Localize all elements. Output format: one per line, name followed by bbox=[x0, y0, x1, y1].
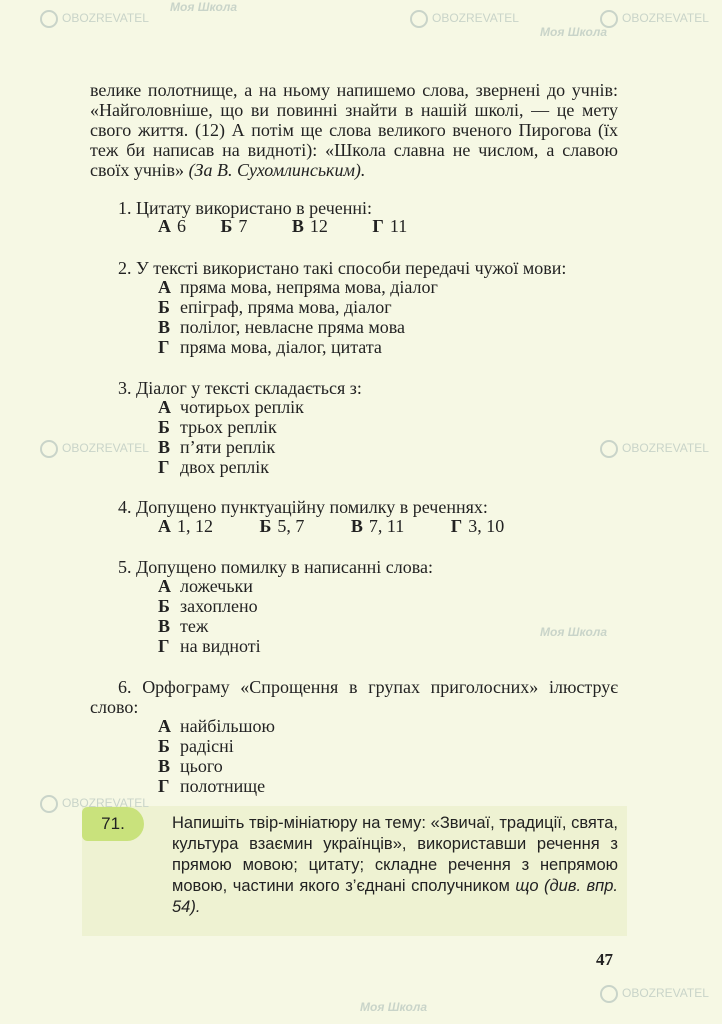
watermark: Моя Школа bbox=[540, 25, 608, 39]
question-3-option-g: Г двох реплік bbox=[158, 457, 269, 477]
watermark-logo-icon bbox=[40, 795, 58, 813]
watermark: OBOZREVATEL bbox=[40, 440, 149, 458]
task-reference: що (див. впр. 54). bbox=[172, 877, 618, 916]
question-5-option-a: А ложечьки bbox=[158, 576, 253, 596]
option-g: Г 3, 10 bbox=[450, 516, 505, 536]
question-5-title: 5. Допущено помилку в написанні слова: bbox=[118, 557, 434, 577]
watermark-logo-icon bbox=[600, 440, 618, 458]
question-5-option-v: В теж bbox=[158, 616, 209, 636]
watermark: Моя Школа bbox=[170, 0, 238, 14]
question-6-option-a: А найбільшою bbox=[158, 716, 275, 736]
watermark-logo-icon bbox=[40, 440, 58, 458]
watermark: OBOZREVATEL bbox=[600, 440, 709, 458]
question-2-option-g: Г пряма мова, діалог, цитата bbox=[158, 337, 382, 357]
watermark: OBOZREVATEL bbox=[40, 10, 149, 28]
question-6-title: 6. Орфограму «Спрощення в групах приголосних» ілюструє слово: bbox=[90, 677, 618, 717]
question-2-option-v: В полілог, невласне пряма мова bbox=[158, 317, 405, 337]
task-text bbox=[172, 813, 618, 918]
question-1-title: 1. Цитату використано в реченні: bbox=[118, 198, 373, 218]
question-3-option-v: В п’яти реплік bbox=[158, 437, 276, 457]
question-5-option-g: Г на видноті bbox=[158, 636, 261, 656]
option-a: А 1, 12 bbox=[158, 516, 213, 536]
option-v: В 7, 11 bbox=[350, 516, 405, 536]
intro-paragraph bbox=[90, 80, 618, 180]
option-a: А 6 bbox=[158, 216, 186, 236]
watermark: Моя Школа bbox=[540, 625, 608, 639]
option-b: Б 7 bbox=[220, 216, 248, 236]
question-2-title: 2. У тексті використано такі способи передачі чужої мови: bbox=[118, 258, 567, 278]
question-4-options bbox=[158, 516, 538, 536]
option-b: Б 5, 7 bbox=[259, 516, 305, 536]
question-3-option-b: Б трьох реплік bbox=[158, 417, 277, 437]
question-4-title: 4. Допущено пунктуаційну помилку в реченнях: bbox=[118, 497, 488, 517]
watermark-logo-icon bbox=[600, 985, 618, 1003]
task-number-badge: 71. bbox=[82, 807, 144, 841]
watermark-logo-icon bbox=[410, 10, 428, 28]
watermark: OBOZREVATEL bbox=[410, 10, 519, 28]
watermark: OBOZREVATEL bbox=[600, 10, 709, 28]
question-3-option-a: А чотирьох реплік bbox=[158, 397, 304, 417]
option-g: Г 11 bbox=[372, 216, 408, 236]
watermark-logo-icon bbox=[40, 10, 58, 28]
question-1-options bbox=[158, 216, 441, 236]
question-6-option-b: Б радісні bbox=[158, 736, 234, 756]
question-3-title: 3. Діалог у тексті складається з: bbox=[118, 378, 362, 398]
watermark: OBOZREVATEL bbox=[40, 795, 149, 813]
question-2-option-b: Б епіграф, пряма мова, діалог bbox=[158, 297, 392, 317]
page-number: 47 bbox=[596, 950, 613, 969]
watermark: OBOZREVATEL bbox=[600, 985, 709, 1003]
option-v: В 12 bbox=[291, 216, 328, 236]
watermark: Моя Школа bbox=[360, 1000, 428, 1014]
question-5-option-b: Б захоплено bbox=[158, 596, 258, 616]
intro-source: (За В. Сухомлинським). bbox=[188, 160, 366, 180]
question-6-option-v: В цього bbox=[158, 756, 223, 776]
question-2-option-a: А пряма мова, непряма мова, діалог bbox=[158, 277, 438, 297]
question-6-option-g: Г полотнище bbox=[158, 776, 266, 796]
task-body: Напишіть твір-мініатюру на тему: «Звичаї, традиції, свята, культура взаємин українців», використавши речення з прямою мовою; цитату; складне речення з непрямою мовою, частини якого з’єднані сполучником bbox=[172, 814, 618, 895]
intro-text: велике полотнище, а на ньому напишемо слова, звернені до учнів: «Найголовніше, що ви повинні знайти в нашій школі, — це мету свого життя. (12) А потім ще слова великого вченого Пирогова (їх теж би написав на видноті): «Школа славна не числом, а славою своїх учнів» bbox=[90, 80, 618, 180]
